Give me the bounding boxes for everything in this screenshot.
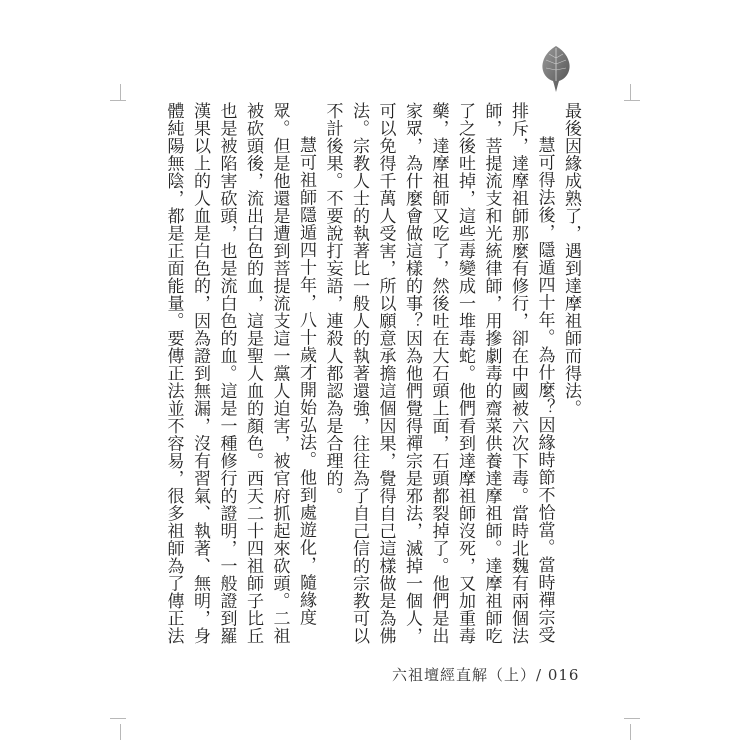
- body-text: [164, 102, 584, 654]
- running-footer: 六祖壇經直解（上）/ 016: [392, 666, 580, 684]
- paragraph-1: 最後因緣成熟了，遇到達摩祖師而得法。: [561, 102, 581, 417]
- paragraph-2: 慧可得法後，隱遁四十年。為什麼？因緣時節不恰當。當時禪宗受排斥，達摩祖師那麼有修行，卻在中國被六次下毒。當時北魏有兩個法師，菩提流支和光統律師，用摻劇毒的齋菜供養達摩祖師。達摩祖師吃了之後吐掉，這些毒變成一堆毒蛇。他們看到達摩祖師沒死，又加重毒藥，達摩祖師又吃了，然後吐在大石頭上面，石頭都裂掉了。他們是出家眾，為什麼會做這樣的事？因為他們覺得禪宗是邪法，滅掉一個人，可以免得千萬人受害，所以願意承擔這個因果，覺得自己這樣做是為佛法。宗教人士的執著比一般人的執著還強，往往為了自己信的宗教可以不計後果。不要說打妄語，連殺人都認為是合理的。: [322, 102, 555, 645]
- crop-mark-bottom-right-h: [624, 718, 640, 719]
- crop-mark-bottom-right-v: [630, 724, 631, 740]
- crop-mark-top-right-h: [624, 100, 640, 101]
- crop-mark-bottom-left-h: [110, 718, 126, 719]
- crop-mark-top-left-h: [110, 100, 126, 101]
- crop-mark-bottom-left-v: [120, 724, 121, 740]
- crop-mark-top-left-v: [120, 84, 121, 100]
- crop-mark-top-right-v: [630, 84, 631, 100]
- bodhi-leaf-icon: [540, 44, 572, 94]
- paragraph-3: 慧可祖師隱遁四十年，八十歲才開始弘法。他到處遊化，隨緣度眾。但是他還是遭到菩提流支這一黨人迫害，被官府抓起來砍頭。二祖被砍頭後，流出白色的血，這是聖人血的顏色。西天二十四祖師子比丘也是被陷害砍頭，也是流白色的血。這是一種修行的證明，一般證到羅漢果以上的人血是白色的，因為證到無漏，沒有習氣、執著、無明，身體純陽無陰，都是正面能量。要傳正法並不容易，很多祖師為了傳正法: [164, 102, 316, 645]
